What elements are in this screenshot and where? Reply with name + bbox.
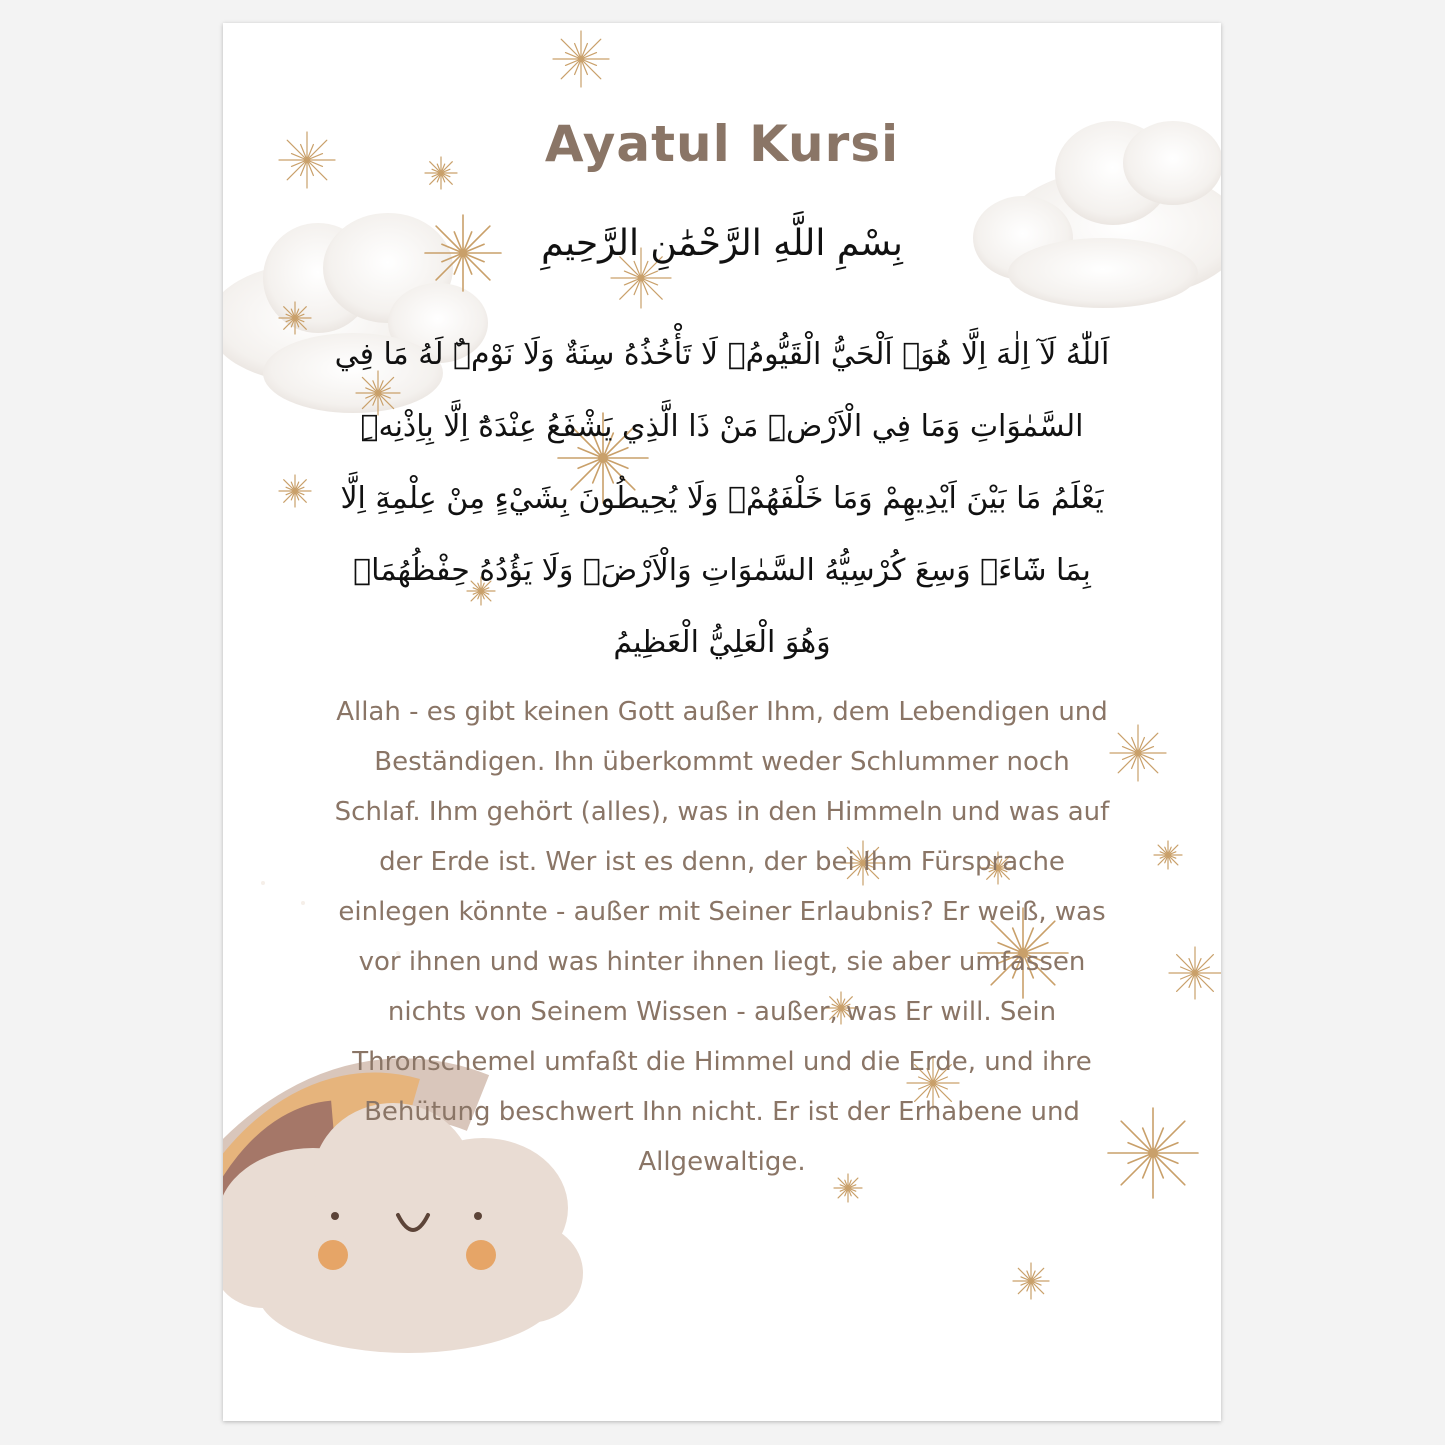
cloud-eye-right (474, 1212, 482, 1220)
basmala: بِسْمِ اللَّهِ الرَّحْمَٰنِ الرَّحِيمِ (541, 223, 903, 264)
sparkle-star (1108, 1108, 1198, 1198)
german-translation: Allah - es gibt keinen Gott außer Ihm, dem Lebendigen und Beständigen. Ihn überkommt weder Schlummer noch Schlaf. Ihm gehört (alles), was in den Himmeln und was auf der Erde ist. Wer ist es denn, der bei Ihm Fürsprache einlegen könnte - außer mit Seiner Erlaubnis? Er weiß, was vor ihnen und was hinter ihnen liegt, sie aber umfassen nichts von Seinem Wissen - außer, was Er will. Sein Thronschemel umfaßt die Himmel und die Erde, und ihre Behütung beschwert Ihn nicht. Er ist der Erhabene und Allgewaltige. (334, 697, 1110, 1177)
sparkle-star (279, 302, 311, 334)
poster (223, 23, 1221, 1421)
sparkle-star (1110, 725, 1166, 781)
sparkle-star (1013, 1263, 1049, 1299)
cloud-cheek-right (466, 1240, 496, 1270)
cloud-eye-left (331, 1212, 339, 1220)
page-title: Ayatul Kursi (544, 115, 900, 173)
cloud-cheek-left (318, 1240, 348, 1270)
sparkle-star (279, 475, 311, 507)
sparkle-star (1169, 947, 1221, 999)
arabic-verse: اَللّٰهُ لَآ اِلٰهَ اِلَّا هُوَۚ اَلْحَيُّ الْقَيُّومُۚ لَا تَأْخُذُهُ سِنَةٌ وَلَا نَوْمٌۜ لَهُ مَا فِي السَّمٰوَاتِ وَمَا فِي الْاَرْضِۜ مَنْ ذَا الَّذِي يَشْفَعُ عِنْدَهُٓ اِلَّا بِاِذْنِهِۜ يَعْلَمُ مَا بَيْنَ اَيْدِيهِمْ وَمَا خَلْفَهُمْۚ وَلَا يُحِيطُونَ بِشَيْءٍ مِنْ عِلْمِهِٓ اِلَّا بِمَا شَٓاءَۚ وَسِعَ كُرْسِيُّهُ السَّمٰوَاتِ وَالْاَرْضَۚ وَلَا يَؤُدُهُ حِفْظُهُمَاۚ وَهُوَ الْعَلِيُّ الْعَظِيمُ (334, 337, 1110, 660)
sparkle-star (553, 31, 609, 87)
sparkle-star (1154, 841, 1182, 869)
